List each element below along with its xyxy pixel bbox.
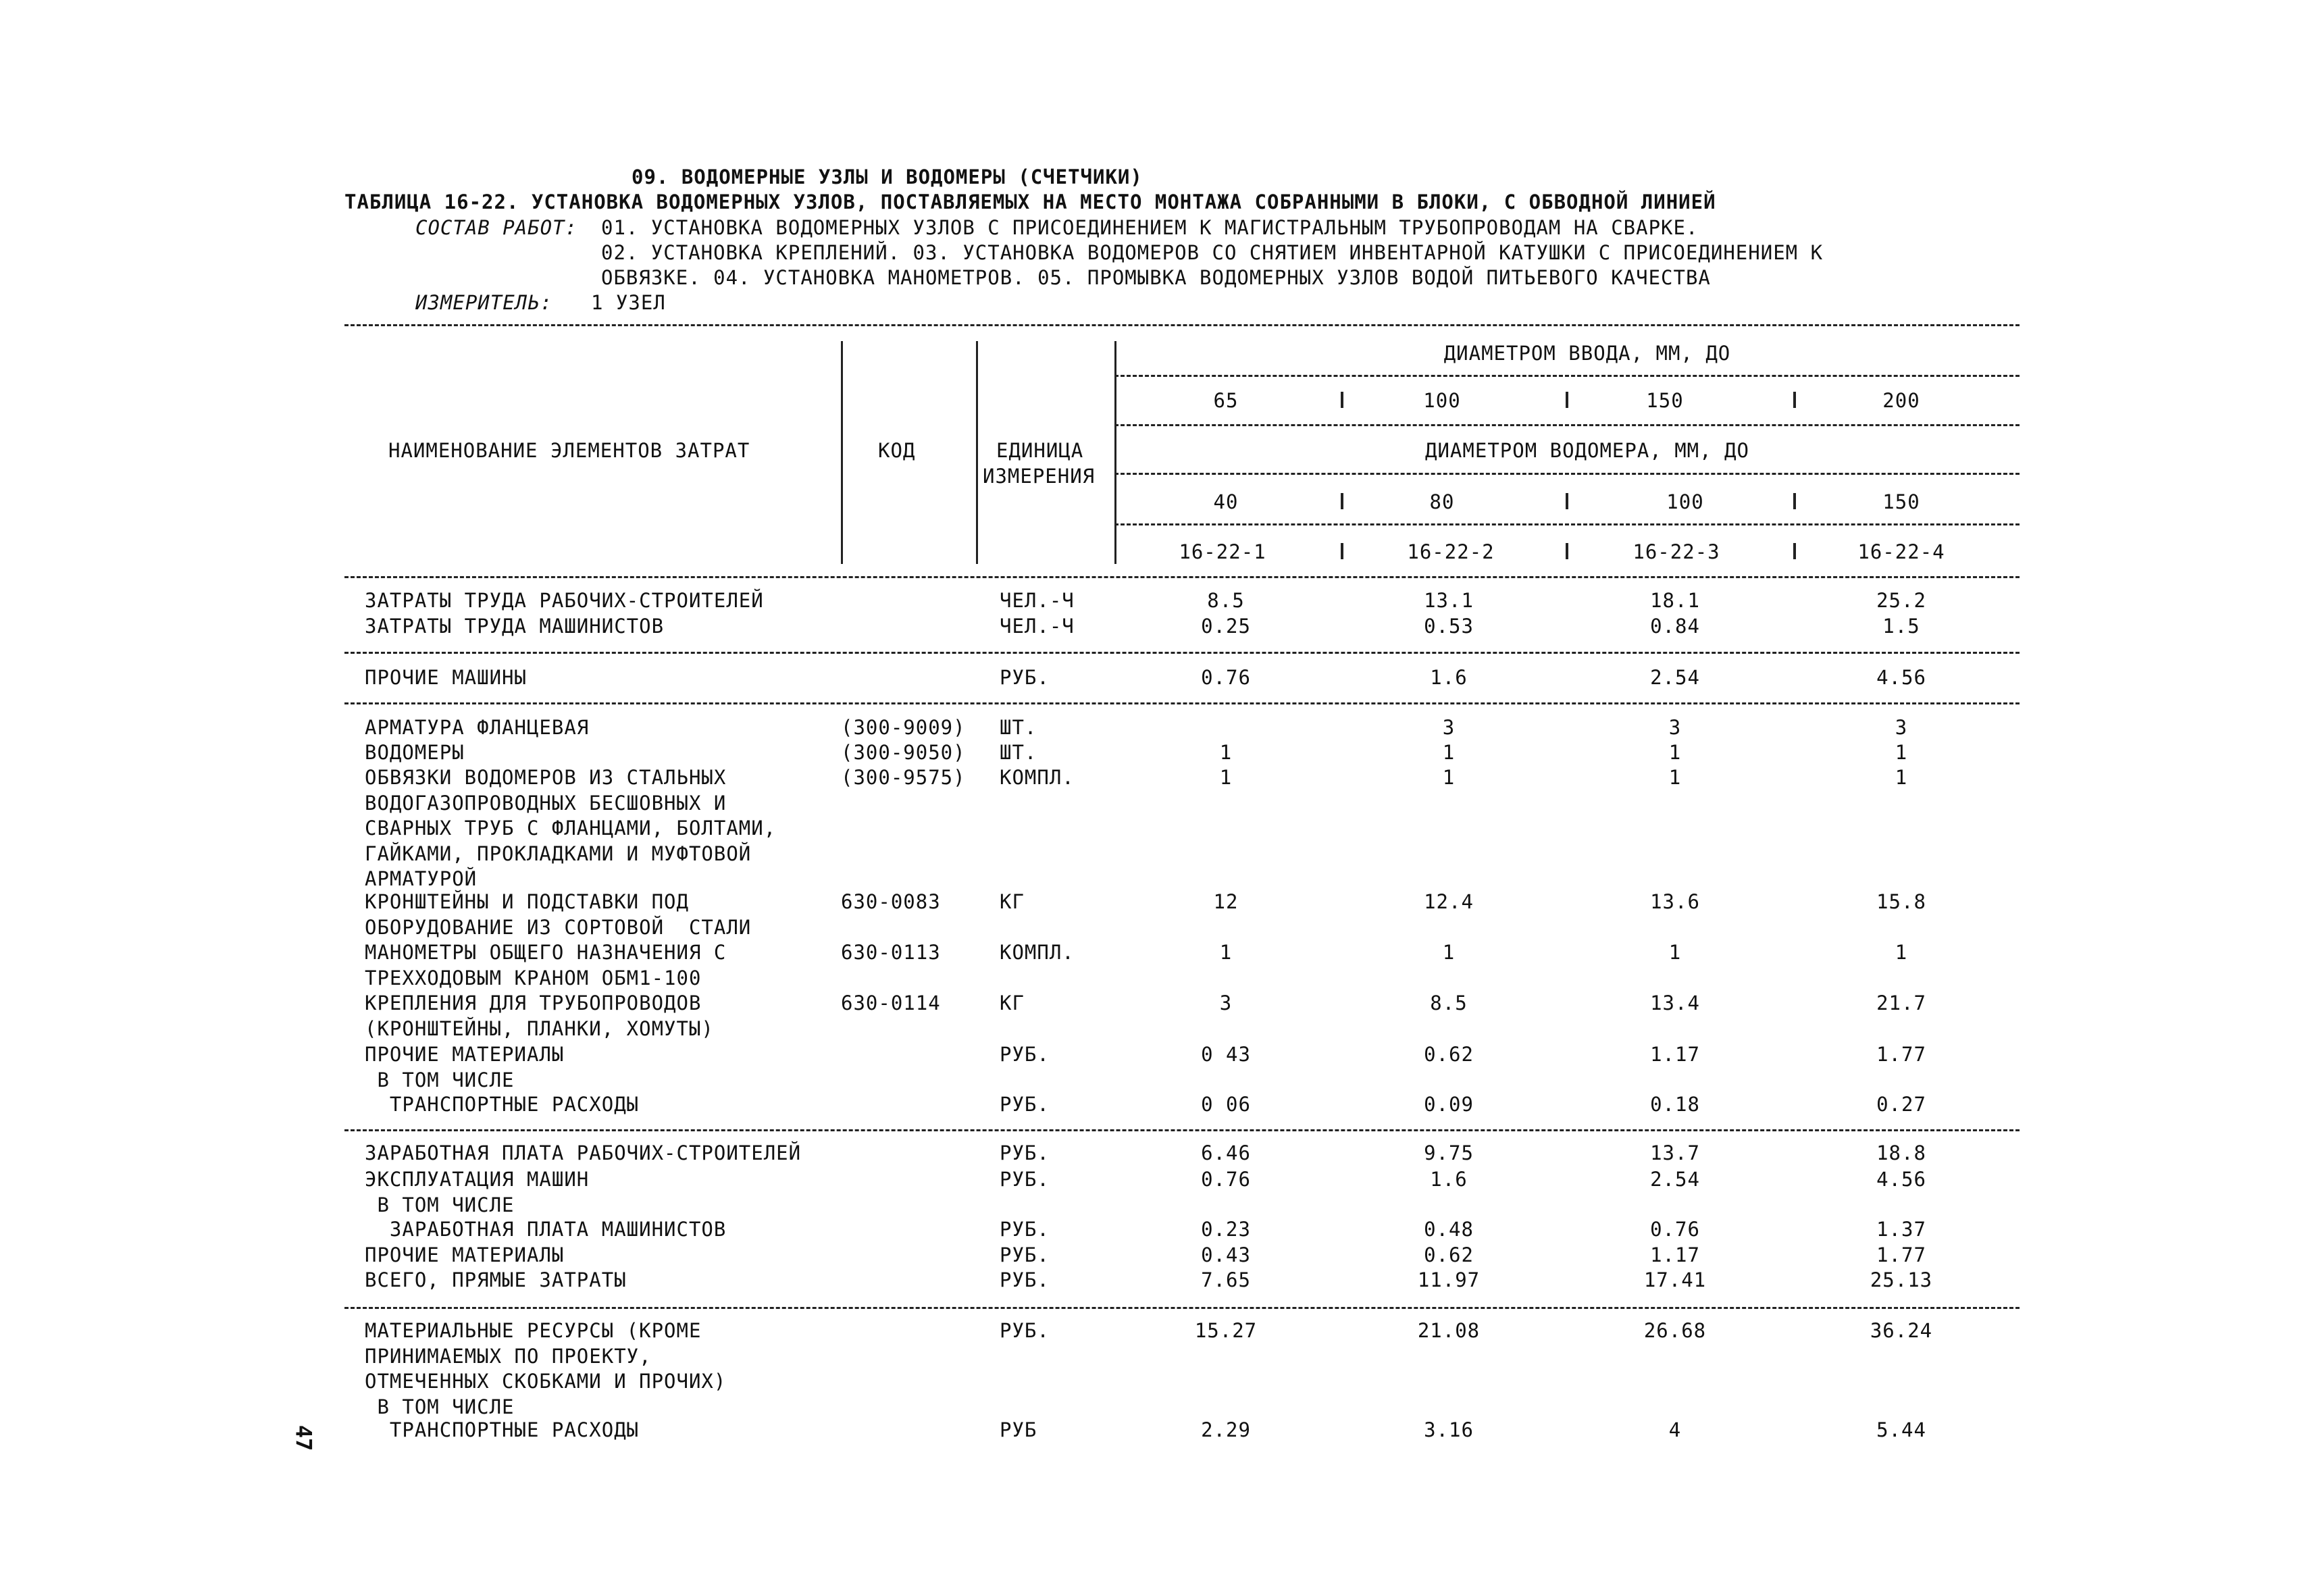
row-name: ВОДОГАЗОПРОВОДНЫХ БЕСШОВНЫХ И bbox=[365, 791, 727, 815]
row-unit: ЧЕЛ.-Ч bbox=[1000, 589, 1075, 612]
works-line-3: ОБВЯЗКЕ. 04. УСТАНОВКА МАНОМЕТРОВ. 05. ПРОМЫВКА ВОДОМЕРНЫХ УЗЛОВ ВОДОЙ ПИТЬЕВОГО КАЧЕСТВА bbox=[601, 266, 1711, 289]
row-value: 6.46 bbox=[1201, 1141, 1251, 1164]
row-value: 0 06 bbox=[1201, 1093, 1251, 1116]
row-value: 2.54 bbox=[1650, 666, 1700, 689]
section-title: 09. ВОДОМЕРНЫЕ УЗЛЫ И ВОДОМЕРЫ (СЧЕТЧИКИ) bbox=[632, 165, 1143, 188]
row-name: ОБВЯЗКИ ВОДОМЕРОВ ИЗ СТАЛЬНЫХ bbox=[365, 766, 727, 789]
row-unit: ШТ. bbox=[1000, 716, 1037, 739]
works-line-1: 01. УСТАНОВКА ВОДОМЕРНЫХ УЗЛОВ С ПРИСОЕДИНЕНИЕМ К МАГИСТРАЛЬНЫМ ТРУБОПРОВОДАМ НА СВАРКЕ. bbox=[601, 216, 1699, 239]
row-name: ПРОЧИЕ МАТЕРИАЛЫ bbox=[365, 1243, 565, 1266]
row-value: 12 bbox=[1213, 890, 1239, 913]
row-value: 1 bbox=[1219, 941, 1233, 964]
meter-cell-2: 80 bbox=[1429, 490, 1455, 513]
row-value: 1 bbox=[1895, 941, 1908, 964]
row-name: ЗАРАБОТНАЯ ПЛАТА МАШИНИСТОВ bbox=[365, 1218, 727, 1241]
row-value: 2.54 bbox=[1650, 1168, 1700, 1191]
row-value: 1 bbox=[1442, 741, 1456, 764]
row-value: 0.09 bbox=[1424, 1093, 1474, 1116]
tick bbox=[1341, 392, 1343, 408]
row-value: 0.27 bbox=[1876, 1093, 1926, 1116]
row-unit: РУБ bbox=[1000, 1418, 1037, 1441]
row-unit: РУБ. bbox=[1000, 1268, 1050, 1291]
row-value: 26.68 bbox=[1643, 1319, 1707, 1342]
row-value: 4.56 bbox=[1876, 1168, 1926, 1191]
row-value: 8.5 bbox=[1430, 992, 1468, 1014]
row-name: ТРАНСПОРТНЫЕ РАСХОДЫ bbox=[365, 1093, 640, 1116]
row-value: 0 43 bbox=[1201, 1043, 1251, 1066]
row-value: 3.16 bbox=[1424, 1418, 1474, 1441]
row-name: АРМАТУРА ФЛАНЦЕВАЯ bbox=[365, 716, 590, 739]
inlet-header: ДИАМЕТРОМ ВВОДА, ММ, ДО bbox=[1443, 342, 1731, 365]
row-name: ЗАТРАТЫ ТРУДА РАБОЧИХ-СТРОИТЕЛЕЙ bbox=[365, 589, 764, 612]
tick bbox=[1341, 493, 1343, 509]
row-name: (КРОНШТЕЙНЫ, ПЛАНКИ, ХОМУТЫ) bbox=[365, 1016, 714, 1040]
row-name: ПРОЧИЕ МАШИНЫ bbox=[365, 666, 527, 689]
meter-header: ДИАМЕТРОМ ВОДОМЕРА, ММ, ДО bbox=[1425, 439, 1749, 462]
row-value: 1.17 bbox=[1650, 1243, 1700, 1266]
row-name: ПРОЧИЕ МАТЕРИАЛЫ bbox=[365, 1043, 565, 1066]
row-code: 630-0113 bbox=[841, 941, 941, 964]
row-value: 1 bbox=[1442, 941, 1456, 964]
row-value: 0.76 bbox=[1201, 666, 1251, 689]
meter-cell-1: 40 bbox=[1213, 490, 1239, 513]
row-name: В ТОМ ЧИСЛЕ bbox=[365, 1068, 515, 1091]
code-cell-2: 16-22-2 bbox=[1407, 540, 1495, 563]
row-value: 4.56 bbox=[1876, 666, 1926, 689]
row-value: 0.62 bbox=[1424, 1043, 1474, 1066]
row-value: 9.75 bbox=[1424, 1141, 1474, 1164]
tick bbox=[1566, 543, 1568, 559]
row-code: (300-9050) bbox=[841, 741, 966, 764]
row-value: 0.43 bbox=[1201, 1243, 1251, 1266]
row-code: 630-0083 bbox=[841, 890, 941, 913]
inlet-cell-4: 200 bbox=[1882, 389, 1920, 412]
row-unit: ЧЕЛ.-Ч bbox=[1000, 615, 1075, 638]
rule-meter bbox=[1114, 473, 2020, 475]
row-value: 3 bbox=[1219, 992, 1233, 1014]
row-unit: РУБ. bbox=[1000, 1218, 1050, 1241]
meter-label: ИЗМЕРИТЕЛЬ: bbox=[415, 291, 553, 314]
page-number: 47 bbox=[290, 1424, 317, 1451]
row-value: 7.65 bbox=[1201, 1268, 1251, 1291]
row-value: 1 bbox=[1668, 741, 1682, 764]
rule-inlet-bottom bbox=[1114, 424, 2020, 426]
row-name: ОТМЕЧЕННЫХ СКОБКАМИ И ПРОЧИХ) bbox=[365, 1370, 727, 1393]
row-value: 3 bbox=[1442, 716, 1456, 739]
tick bbox=[1566, 392, 1568, 408]
row-unit: РУБ. bbox=[1000, 1243, 1050, 1266]
row-value: 1.6 bbox=[1430, 666, 1468, 689]
row-value: 1 bbox=[1668, 941, 1682, 964]
row-unit: РУБ. bbox=[1000, 1093, 1050, 1116]
row-name: ЭКСПЛУАТАЦИЯ МАШИН bbox=[365, 1168, 590, 1191]
row-value: 17.41 bbox=[1643, 1268, 1707, 1291]
rule-top bbox=[344, 324, 2020, 326]
tick bbox=[1793, 493, 1796, 509]
row-name: КРОНШТЕЙНЫ И ПОДСТАВКИ ПОД bbox=[365, 890, 689, 913]
row-value: 0.76 bbox=[1201, 1168, 1251, 1191]
row-value: 0.76 bbox=[1650, 1218, 1700, 1241]
section-rule bbox=[344, 1307, 2020, 1309]
row-value: 13.1 bbox=[1424, 589, 1474, 612]
row-value: 4 bbox=[1668, 1418, 1682, 1441]
row-name: В ТОМ ЧИСЛЕ bbox=[365, 1193, 515, 1216]
section-rule bbox=[344, 652, 2020, 654]
row-code: 630-0114 bbox=[841, 992, 941, 1014]
rule-meter-bottom bbox=[1114, 523, 2020, 525]
tick bbox=[1793, 392, 1796, 408]
row-unit: КГ bbox=[1000, 890, 1025, 913]
row-unit: КГ bbox=[1000, 992, 1025, 1014]
row-value: 0.23 bbox=[1201, 1218, 1251, 1241]
rule-inlet bbox=[1114, 375, 2020, 377]
row-name: ВОДОМЕРЫ bbox=[365, 741, 465, 764]
col-divider-code bbox=[976, 341, 978, 564]
row-value: 13.6 bbox=[1650, 890, 1700, 913]
section-rule bbox=[344, 702, 2020, 704]
row-name: ТРЕХХОДОВЫМ КРАНОМ ОБМ1-100 bbox=[365, 966, 702, 989]
row-name: ЗАТРАТЫ ТРУДА МАШИНИСТОВ bbox=[365, 615, 665, 638]
row-value: 21.7 bbox=[1876, 992, 1926, 1014]
row-name: ЗАРАБОТНАЯ ПЛАТА РАБОЧИХ-СТРОИТЕЛЕЙ bbox=[365, 1141, 802, 1164]
tick bbox=[1341, 543, 1343, 559]
col-divider-name bbox=[841, 341, 843, 564]
meter-value: 1 УЗЕЛ bbox=[591, 291, 666, 314]
row-value: 25.13 bbox=[1870, 1268, 1933, 1291]
works-line-2: 02. УСТАНОВКА КРЕПЛЕНИЙ. 03. УСТАНОВКА ВОДОМЕРОВ СО СНЯТИЕМ ИНВЕНТАРНОЙ КАТУШКИ С ПРИСОЕДИНЕНИЕМ К bbox=[601, 241, 1824, 264]
row-value: 1 bbox=[1219, 741, 1233, 764]
row-unit: РУБ. bbox=[1000, 1043, 1050, 1066]
row-value: 1 bbox=[1895, 766, 1908, 789]
code-cell-1: 16-22-1 bbox=[1179, 540, 1266, 563]
section-rule bbox=[344, 1129, 2020, 1131]
row-unit: КОМПЛ. bbox=[1000, 766, 1075, 789]
column-header-code: КОД bbox=[878, 439, 916, 462]
row-name: СВАРНЫХ ТРУБ С ФЛАНЦАМИ, БОЛТАМИ, bbox=[365, 817, 777, 840]
row-name: ПРИНИМАЕМЫХ ПО ПРОЕКТУ, bbox=[365, 1344, 652, 1368]
row-value: 0.25 bbox=[1201, 615, 1251, 638]
row-value: 18.8 bbox=[1876, 1141, 1926, 1164]
row-name: ГАЙКАМИ, ПРОКЛАДКАМИ И МУФТОВОЙ bbox=[365, 842, 752, 865]
row-value: 2.29 bbox=[1201, 1418, 1251, 1441]
row-code: (300-9575) bbox=[841, 766, 966, 789]
row-value: 3 bbox=[1668, 716, 1682, 739]
row-name: ОБОРУДОВАНИЕ ИЗ СОРТОВОЙ СТАЛИ bbox=[365, 915, 752, 939]
row-name: АРМАТУРОЙ bbox=[365, 867, 478, 890]
row-value: 18.1 bbox=[1650, 589, 1700, 612]
row-value: 0.48 bbox=[1424, 1218, 1474, 1241]
row-value: 0.53 bbox=[1424, 615, 1474, 638]
tick bbox=[1566, 493, 1568, 509]
row-value: 1.77 bbox=[1876, 1243, 1926, 1266]
row-unit: РУБ. bbox=[1000, 1141, 1050, 1164]
inlet-cell-1: 65 bbox=[1213, 389, 1239, 412]
row-value: 0.84 bbox=[1650, 615, 1700, 638]
row-value: 8.5 bbox=[1207, 589, 1245, 612]
row-value: 12.4 bbox=[1424, 890, 1474, 913]
row-name: МАНОМЕТРЫ ОБЩЕГО НАЗНАЧЕНИЯ С bbox=[365, 941, 727, 964]
row-value: 3 bbox=[1895, 716, 1908, 739]
row-value: 1 bbox=[1442, 766, 1456, 789]
row-value: 0.18 bbox=[1650, 1093, 1700, 1116]
row-value: 1 bbox=[1668, 766, 1682, 789]
row-value: 15.8 bbox=[1876, 890, 1926, 913]
column-header-name: НАИМЕНОВАНИЕ ЭЛЕМЕНТОВ ЗАТРАТ bbox=[388, 439, 750, 462]
row-unit: РУБ. bbox=[1000, 1168, 1050, 1191]
row-value: 13.4 bbox=[1650, 992, 1700, 1014]
table-title: ТАБЛИЦА 16-22. УСТАНОВКА ВОДОМЕРНЫХ УЗЛОВ, ПОСТАВЛЯЕМЫХ НА МЕСТО МОНТАЖА СОБРАННЫМИ В БЛОКИ, С ОБВОДНОЙ ЛИНИЕЙ bbox=[344, 190, 1716, 213]
row-name: ТРАНСПОРТНЫЕ РАСХОДЫ bbox=[365, 1418, 640, 1441]
row-value: 1.37 bbox=[1876, 1218, 1926, 1241]
inlet-cell-2: 100 bbox=[1423, 389, 1461, 412]
row-unit: РУБ. bbox=[1000, 666, 1050, 689]
row-name: КРЕПЛЕНИЯ ДЛЯ ТРУБОПРОВОДОВ bbox=[365, 992, 702, 1014]
row-value: 1 bbox=[1219, 766, 1233, 789]
rule-header-bottom bbox=[344, 576, 2020, 578]
column-header-unit-2: ИЗМЕРЕНИЯ bbox=[983, 465, 1096, 488]
meter-cell-3: 100 bbox=[1666, 490, 1704, 513]
row-value: 15.27 bbox=[1194, 1319, 1258, 1342]
row-value: 36.24 bbox=[1870, 1319, 1933, 1342]
row-value: 0.62 bbox=[1424, 1243, 1474, 1266]
row-value: 21.08 bbox=[1417, 1319, 1481, 1342]
row-value: 25.2 bbox=[1876, 589, 1926, 612]
row-value: 1.77 bbox=[1876, 1043, 1926, 1066]
code-cell-4: 16-22-4 bbox=[1857, 540, 1945, 563]
inlet-cell-3: 150 bbox=[1646, 389, 1684, 412]
row-value: 1.5 bbox=[1882, 615, 1920, 638]
row-value: 1 bbox=[1895, 741, 1908, 764]
row-name: В ТОМ ЧИСЛЕ bbox=[365, 1395, 515, 1418]
row-unit: КОМПЛ. bbox=[1000, 941, 1075, 964]
row-value: 11.97 bbox=[1417, 1268, 1481, 1291]
code-cell-3: 16-22-3 bbox=[1632, 540, 1720, 563]
row-value: 13.7 bbox=[1650, 1141, 1700, 1164]
tick bbox=[1793, 543, 1796, 559]
row-value: 1.17 bbox=[1650, 1043, 1700, 1066]
works-label: СОСТАВ РАБОТ: bbox=[415, 216, 577, 239]
row-unit: ШТ. bbox=[1000, 741, 1037, 764]
row-name: ВСЕГО, ПРЯМЫЕ ЗАТРАТЫ bbox=[365, 1268, 627, 1291]
row-value: 1.6 bbox=[1430, 1168, 1468, 1191]
meter-cell-4: 150 bbox=[1882, 490, 1920, 513]
column-header-unit-1: ЕДИНИЦА bbox=[996, 439, 1084, 462]
row-code: (300-9009) bbox=[841, 716, 966, 739]
row-name: МАТЕРИАЛЬНЫЕ РЕСУРСЫ (КРОМЕ bbox=[365, 1319, 702, 1342]
row-value: 5.44 bbox=[1876, 1418, 1926, 1441]
row-unit: РУБ. bbox=[1000, 1319, 1050, 1342]
